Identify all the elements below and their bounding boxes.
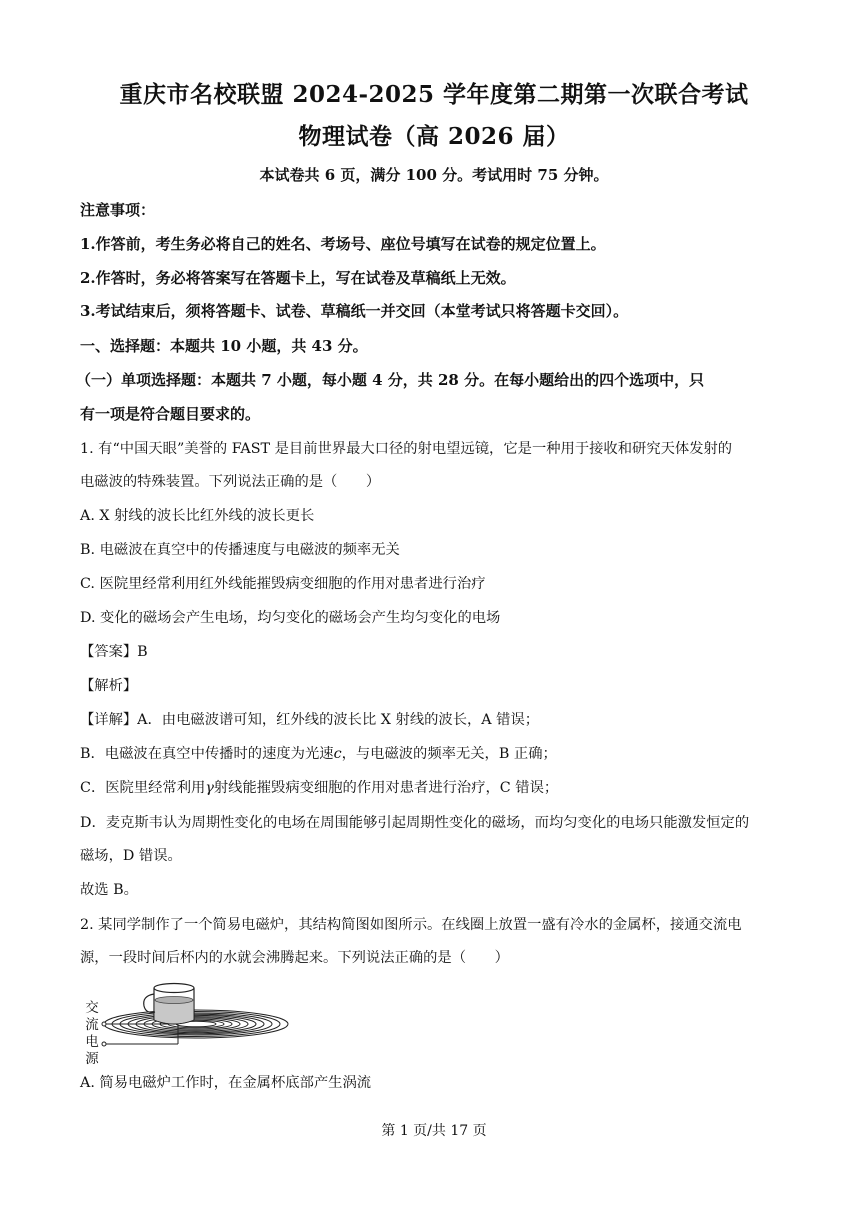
q1-option-a: A. X 射线的波长比红外线的波长更长 [80,508,315,524]
q1-answer: 【答案】B [80,644,148,660]
q1-detail-a: 【详解】A．由电磁波谱可知，红外线的波长比 X 射线的波长，A 错误； [80,712,540,728]
q1-detail-c-var: γ [205,780,214,796]
page-footer: 第 1 页/共 17 页 [381,1123,487,1139]
notes-heading: 注意事项： [80,201,156,219]
q1-detail-b-var: c [333,746,342,762]
q1-detail-c-pre: C．医院里经常利用 [80,780,206,796]
note-item-3: 3.考试结束后，须将答题卡、试卷、草稿纸一并交回（本堂考试只将答题卡交回）。 [80,302,629,320]
induction-cooker-figure [78,976,318,1072]
ac-label-char-4: 源 [85,1051,99,1067]
exam-subtitle: 物理试卷（高 2026 届） [298,123,570,150]
q1-option-b: B. 电磁波在真空中的传播速度与电磁波的频率无关 [80,542,400,558]
section-subheading-line2: 有一项是符合题目要求的。 [80,405,261,423]
q2-option-a: A. 简易电磁炉工作时，在金属杯底部产生涡流 [80,1075,372,1091]
note-item-1: 1.作答前，考生务必将自己的姓名、考场号、座位号填写在试卷的规定位置上。 [80,235,606,253]
q1-option-d: D. 变化的磁场会产生电场，均匀变化的磁场会产生均匀变化的电场 [80,610,501,626]
exam-title: 重庆市名校联盟 2024-2025 学年度第二期第一次联合考试 [119,81,749,108]
q1-detail-b-post: ，与电磁波的频率无关，B 正确； [341,746,557,762]
ac-label-char-3: 电 [85,1034,99,1050]
q1-detail-b-pre: B．电磁波在真空中传播时的速度为光速 [80,746,334,762]
q1-analysis-label: 【解析】 [80,678,138,694]
section-subheading-line1: （一）单项选择题：本题共 7 小题，每小题 4 分，共 28 分。在每小题给出的四个选项中，只 [76,371,705,389]
q2-stem-line2: 源，一段时间后杯内的水就会沸腾起来。下列说法正确的是（ ） [80,950,509,966]
ac-label-char-1: 交 [85,1000,99,1016]
q1-stem-line2: 电磁波的特殊装置。下列说法正确的是（ ） [80,474,381,490]
q1-detail-c [80,778,792,798]
q1-detail-d-line2: 磁场，D 错误。 [80,848,182,864]
q1-conclusion: 故选 B。 [80,882,138,898]
note-item-2: 2.作答时，务必将答案写在答题卡上，写在试卷及草稿纸上无效。 [80,269,516,287]
section-heading: 一、选择题：本题共 10 小题，共 43 分。 [80,337,368,355]
q1-detail-c-post: 射线能摧毁病变细胞的作用对患者进行治疗，C 错误； [213,780,559,796]
q1-stem-line1: 1. 有“中国天眼”美誉的 FAST 是目前世界最大口径的射电望远镜，它是一种用于接收和研究天体发射的 [80,441,733,457]
exam-info: 本试卷共 6 页，满分 100 分。考试用时 75 分钟。 [259,166,609,184]
q1-option-c: C. 医院里经常利用红外线能摧毁病变细胞的作用对患者进行治疗 [80,576,486,592]
q1-detail-d-line1: D．麦克斯韦认为周期性变化的电场在周围能够引起周期性变化的磁场，而均匀变化的电场只能激发恒定的 [80,815,750,831]
ac-source-label [82,1000,102,1068]
q1-detail-b [80,744,792,764]
q2-stem-line1: 2. 某同学制作了一个简易电磁炉，其结构简图如图所示。在线圈上放置一盛有冷水的金属杯，接通交流电 [80,917,742,933]
ac-label-char-2: 流 [85,1017,99,1033]
